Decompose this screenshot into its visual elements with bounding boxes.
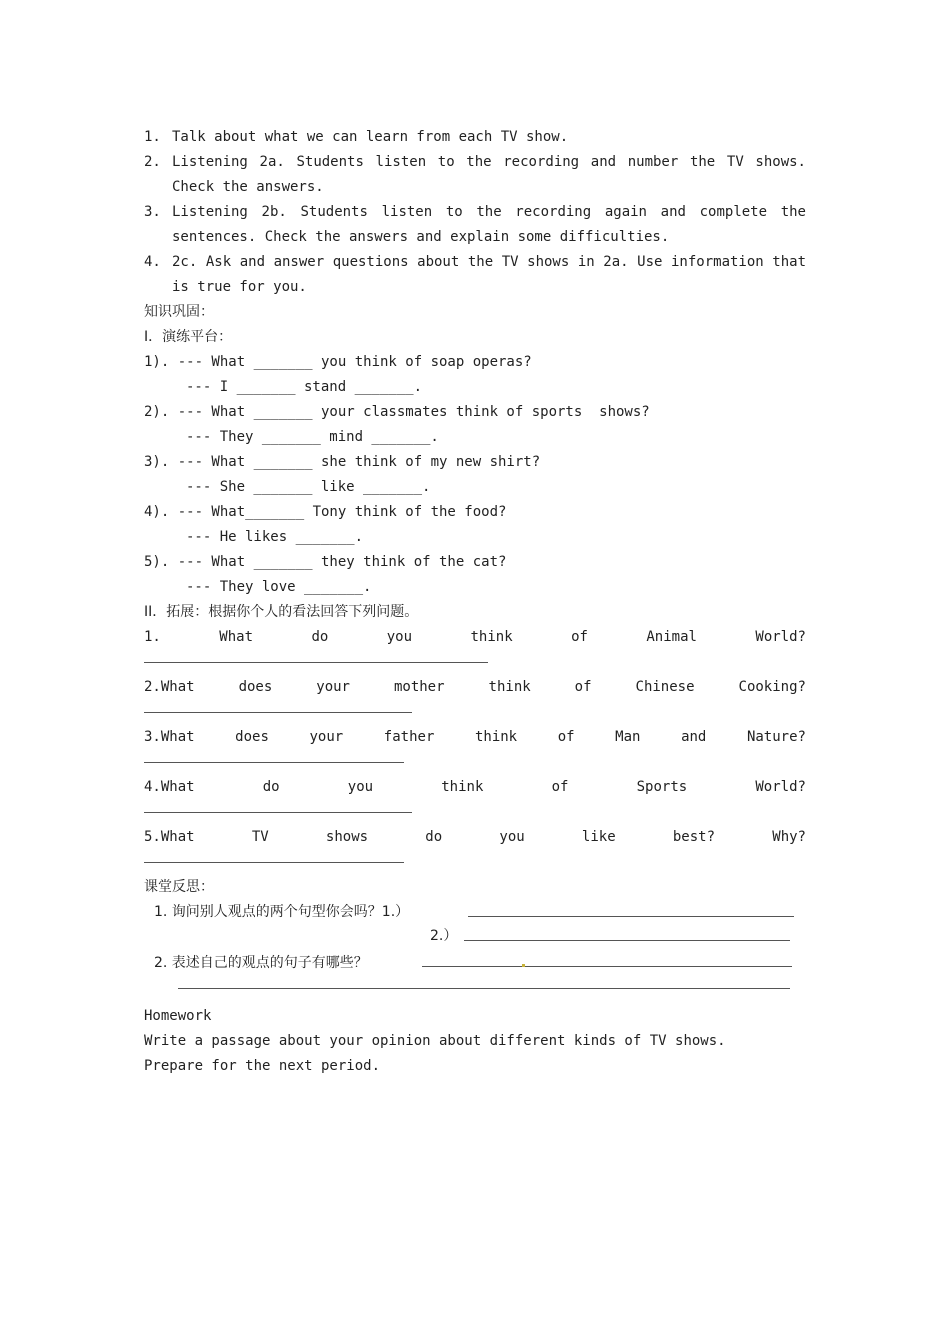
practice-question: 2). --- What _______ your classmates think of sports shows?	[144, 404, 650, 420]
word: Animal	[646, 629, 697, 645]
answer-line[interactable]	[144, 850, 806, 875]
word: World?	[755, 629, 806, 645]
word: of	[557, 729, 575, 745]
word: What	[219, 629, 254, 645]
word: Chinese	[635, 679, 695, 695]
word: of	[571, 629, 588, 645]
word: 5.What	[144, 829, 195, 845]
word: like	[581, 829, 616, 845]
answer-line[interactable]	[144, 700, 806, 725]
word: do	[425, 829, 443, 845]
word: mother	[393, 679, 445, 695]
step-number: 3.	[144, 204, 161, 220]
step-text: Talk about what we can learn from each TV show.	[172, 129, 569, 145]
extension-question-3	[144, 725, 806, 750]
answer-line[interactable]	[178, 988, 790, 989]
practice-answer: --- They love _______.	[186, 579, 372, 595]
section-title-practice: I．演练平台：	[144, 329, 233, 345]
word: 4.What	[144, 779, 195, 795]
word: think	[488, 679, 531, 695]
word: and	[681, 729, 707, 745]
word: do	[311, 629, 329, 645]
practice-answer: --- She _______ like _______.	[186, 479, 431, 495]
word: TV	[251, 829, 269, 845]
step-1	[144, 125, 806, 150]
extension-question-1	[144, 625, 806, 650]
word: you	[347, 779, 374, 795]
word: Nature?	[746, 729, 806, 745]
step-text: Listening 2b. Students listen to the recording again and complete the	[172, 204, 806, 220]
word: Man	[615, 729, 641, 745]
word: World?	[755, 779, 806, 795]
word: shows	[325, 829, 369, 845]
step-number: 4.	[144, 254, 161, 270]
extension-question-5	[144, 825, 806, 850]
word: father	[383, 729, 435, 745]
homework-item: Prepare for the next period.	[144, 1058, 381, 1074]
step-3	[144, 200, 806, 225]
reflection-question-text: 2. 表述自己的观点的句子有哪些？	[154, 955, 368, 971]
word: your	[316, 679, 350, 695]
answer-line[interactable]	[422, 966, 792, 967]
practice-question: 3). --- What _______ she think of my new shirt?	[144, 454, 541, 470]
word: do	[262, 779, 280, 795]
ink-dot	[522, 964, 525, 967]
homework-item: Write a passage about your opinion about different kinds of TV shows.	[144, 1033, 726, 1049]
word: Why?	[772, 829, 806, 845]
worksheet-page	[144, 125, 806, 1079]
answer-line[interactable]	[144, 750, 806, 775]
practice-question: 4). --- What_______ Tony think of the food?	[144, 504, 507, 520]
step-text-continued: Check the answers.	[172, 179, 324, 195]
practice-answer: --- He likes _______.	[186, 529, 364, 545]
reflection-question-2	[144, 948, 806, 978]
word: of	[574, 679, 592, 695]
reflection-question-1	[144, 900, 806, 924]
word: Cooking?	[738, 679, 806, 695]
practice-question: 5). --- What _______ they think of the cat?	[144, 554, 507, 570]
practice-answer: --- They _______ mind _______.	[186, 429, 439, 445]
word: 3.What	[144, 729, 195, 745]
step-2	[144, 150, 806, 175]
word: best?	[672, 829, 716, 845]
step-number: 1.	[144, 129, 161, 145]
section-title-consolidation: 知识巩固：	[144, 304, 214, 320]
word: does	[235, 729, 269, 745]
word: your	[309, 729, 344, 745]
word: think	[474, 729, 518, 745]
reflection-question-text: 2.）	[430, 928, 458, 944]
word: think	[470, 629, 513, 645]
homework-title: Homework	[144, 1008, 212, 1024]
practice-answer: --- I _______ stand _______.	[186, 379, 423, 395]
step-text-continued: is true for you.	[172, 279, 307, 295]
word: of	[551, 779, 569, 795]
word: 1.	[144, 629, 161, 645]
step-text: 2c. Ask and answer questions about the TV shows in 2a. Use information that	[172, 254, 806, 270]
extension-question-2	[144, 675, 806, 700]
step-number: 2.	[144, 154, 161, 170]
answer-line[interactable]	[468, 916, 794, 917]
extension-question-4	[144, 775, 806, 800]
answer-line[interactable]	[464, 940, 790, 941]
reflection-answer-row	[144, 978, 806, 1004]
word: 2.What	[144, 679, 195, 695]
word: Sports	[636, 779, 688, 795]
word: does	[238, 679, 273, 695]
step-text-continued: sentences. Check the answers and explain some difficulties.	[172, 229, 670, 245]
word: you	[499, 829, 525, 845]
answer-line[interactable]	[144, 650, 806, 675]
step-4	[144, 250, 806, 275]
reflection-question-1b	[144, 924, 806, 948]
reflection-question-text: 1. 询问别人观点的两个句型你会吗？1.）	[154, 904, 410, 920]
section-title-reflection: 课堂反思：	[144, 879, 214, 895]
word: think	[441, 779, 484, 795]
practice-question: 1). --- What _______ you think of soap operas?	[144, 354, 532, 370]
section-title-extension: II．拓展：根据你个人的看法回答下列问题。	[144, 604, 419, 620]
step-text: Listening 2a. Students listen to the recording and number the TV shows.	[172, 154, 806, 170]
word: you	[386, 629, 413, 645]
answer-line[interactable]	[144, 800, 806, 825]
